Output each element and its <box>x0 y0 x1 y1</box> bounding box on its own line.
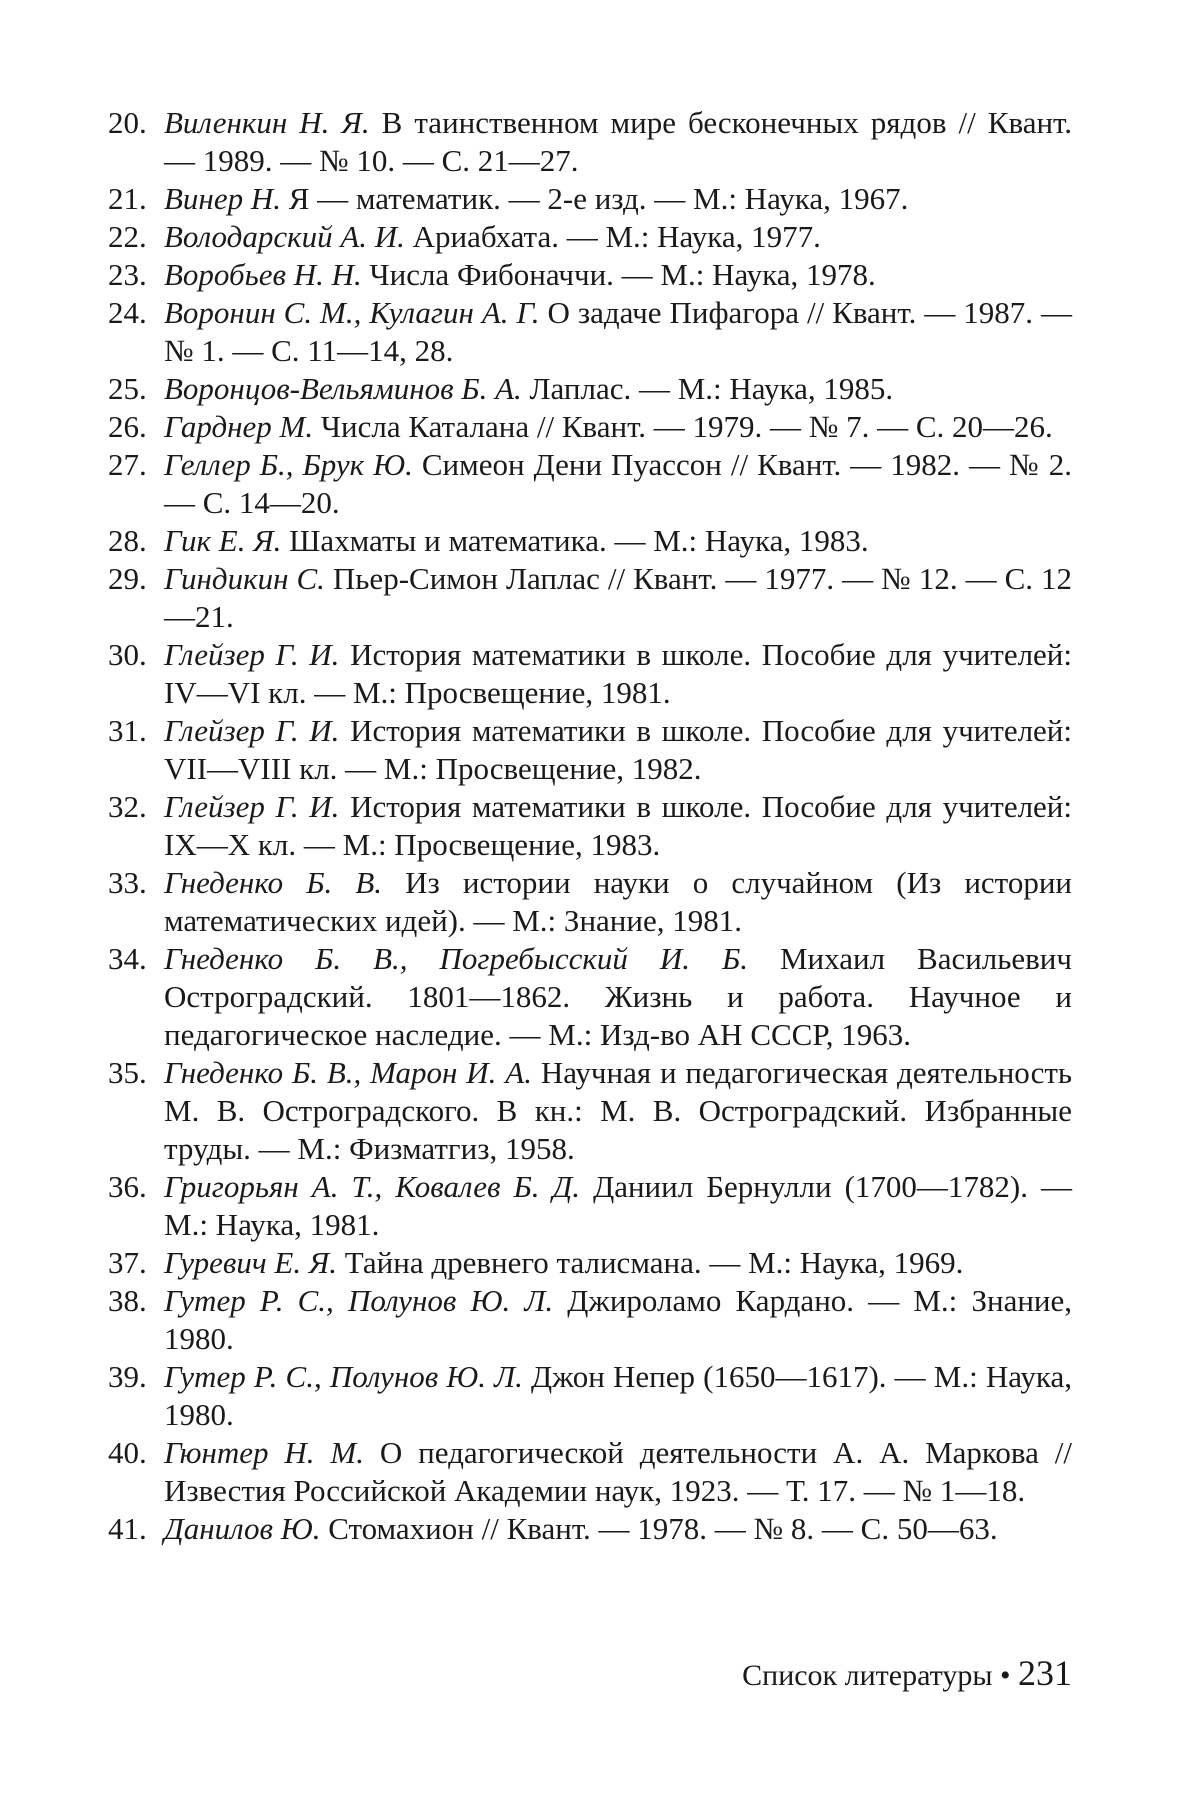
bibliography-entry <box>108 370 1072 408</box>
entry-text: Я — математик. — 2-е изд. — М.: Наука, 1967. <box>288 181 909 216</box>
entry-text: Из истории науки о случайном (Из истории математических идей). — М.: Знание, 1981. <box>164 865 1072 938</box>
entry-text: Стомахион // Квант. — 1978. — № 8. — С. 50—63. <box>328 1511 998 1546</box>
page-footer <box>742 1654 1072 1695</box>
entry-number: 39. <box>108 1359 147 1394</box>
bibliography-entry <box>108 294 1072 370</box>
entry-author: Гнеденко Б. В. <box>164 865 383 900</box>
entry-author: Воронин С. М., Кулагин А. Г. <box>164 295 540 330</box>
entry-author: Гутер Р. С., Полунов Ю. Л. <box>164 1283 554 1318</box>
entry-author: Гиндикин С. <box>164 561 325 596</box>
entry-text: Джон Непер (1650—1617). — М.: Наука, 1980. <box>164 1359 1073 1432</box>
entry-author: Гарднер М. <box>164 409 314 444</box>
bibliography-entry <box>108 1244 1072 1282</box>
entry-text: Лаплас. — М.: Наука, 1985. <box>529 371 894 406</box>
entry-number: 26. <box>108 409 147 444</box>
bibliography-entry <box>108 218 1072 256</box>
entry-number: 37. <box>108 1245 147 1280</box>
entry-text: Шахматы и математика. — М.: Наука, 1983. <box>289 523 869 558</box>
bibliography-entry <box>108 864 1072 940</box>
entry-author: Гнеденко Б. В., Погребысский И. Б. <box>164 941 749 976</box>
entry-number: 40. <box>108 1435 147 1470</box>
entry-text: История математики в школе. Пособие для учителей: VII—VIII кл. — М.: Просвещение, 1982. <box>164 713 1073 786</box>
entry-text: Научная и педагогическая деятельность М. В. Остроградского. В кн.: М. В. Остроградский. Избранные труды. — М.: Физматгиз, 1958. <box>164 1055 1073 1166</box>
running-footer-title: Список литературы • <box>742 1659 1011 1692</box>
bibliography-entry <box>108 446 1072 522</box>
entry-text: Пьер-Симон Лаплас // Квант. — 1977. — № 12. — С. 12—21. <box>164 561 1072 634</box>
bibliography-entry <box>108 408 1072 446</box>
bibliography-entry <box>108 1168 1072 1244</box>
bibliography-entry <box>108 1434 1072 1510</box>
entry-author: Гуревич Е. Я. <box>164 1245 337 1280</box>
entry-author: Глейзер Г. И. <box>164 637 340 672</box>
bibliography-entry <box>108 180 1072 218</box>
entry-author: Данилов Ю. <box>164 1511 321 1546</box>
entry-text: О задаче Пифагора // Квант. — 1987. — № 1. — С. 11—14, 28. <box>164 295 1073 368</box>
entry-author: Геллер Б., Брук Ю. <box>164 447 413 482</box>
entry-text: Даниил Бернулли (1700—1782). — М.: Наука, 1981. <box>164 1169 1072 1242</box>
bibliography-entry <box>108 560 1072 636</box>
bibliography-entry <box>108 940 1072 1054</box>
entry-author: Воронцов-Вельяминов Б. А. <box>164 371 522 406</box>
entry-author: Григорьян А. Т., Ковалев Б. Д. <box>164 1169 581 1204</box>
entry-number: 38. <box>108 1283 147 1318</box>
bibliography-entry <box>108 1282 1072 1358</box>
entry-text: Ариабхата. — М.: Наука, 1977. <box>412 219 821 254</box>
entry-number: 24. <box>108 295 147 330</box>
entry-author: Гнеденко Б. В., Марон И. А. <box>164 1055 532 1090</box>
entry-text: История математики в школе. Пособие для учителей: IX—X кл. — М.: Просвещение, 1983. <box>164 789 1073 862</box>
entry-text: В таинственном мире бесконечных рядов // Квант. — 1989. — № 10. — С. 21—27. <box>164 105 1073 178</box>
entry-number: 32. <box>108 789 147 824</box>
entry-number: 21. <box>108 181 147 216</box>
bibliography-entry <box>108 104 1072 180</box>
entry-text: Числа Фибоначчи. — М.: Наука, 1978. <box>369 257 876 292</box>
entry-number: 34. <box>108 941 147 976</box>
entry-text: Тайна древнего талисмана. — М.: Наука, 1969. <box>344 1245 964 1280</box>
entry-number: 35. <box>108 1055 147 1090</box>
entry-author: Гюнтер Н. М. <box>164 1435 364 1470</box>
bibliography-entry <box>108 712 1072 788</box>
bibliography-entry <box>108 1054 1072 1168</box>
entry-text: Симеон Дени Пуассон // Квант. — 1982. — № 2. — С. 14—20. <box>164 447 1073 520</box>
entry-author: Глейзер Г. И. <box>164 713 340 748</box>
entry-number: 29. <box>108 561 147 596</box>
entry-author: Виленкин Н. Я. <box>164 105 370 140</box>
bibliography-entry <box>108 522 1072 560</box>
bibliography-entry <box>108 1510 1072 1548</box>
entry-text: О педагогической деятельности А. А. Маркова // Известия Российской Академии наук, 1923. — Т. 17. — № 1—18. <box>164 1435 1073 1508</box>
entry-author: Глейзер Г. И. <box>164 789 340 824</box>
entry-text: Михаил Васильевич Остроградский. 1801—1862. Жизнь и работа. Научное и педагогическое наследие. — М.: Изд-во АН СССР, 1963. <box>164 941 1072 1052</box>
bibliography-entry <box>108 1358 1072 1434</box>
entry-text: Джироламо Кардано. — М.: Знание, 1980. <box>164 1283 1073 1356</box>
entry-number: 31. <box>108 713 147 748</box>
entry-author: Воробьев Н. Н. <box>164 257 362 292</box>
entry-number: 22. <box>108 219 147 254</box>
entry-text: История математики в школе. Пособие для учителей: IV—VI кл. — М.: Просвещение, 1981. <box>164 637 1073 710</box>
bibliography-entry <box>108 256 1072 294</box>
entry-number: 30. <box>108 637 147 672</box>
entry-number: 36. <box>108 1169 147 1204</box>
page-number: 231 <box>1018 1653 1072 1693</box>
bibliography-entry <box>108 636 1072 712</box>
entry-author: Володарский А. И. <box>164 219 405 254</box>
entry-number: 25. <box>108 371 147 406</box>
entry-number: 20. <box>108 105 147 140</box>
entry-number: 33. <box>108 865 147 900</box>
entry-author: Гик Е. Я. <box>164 523 282 558</box>
entry-author: Винер Н. <box>164 181 281 216</box>
entry-number: 27. <box>108 447 147 482</box>
entry-number: 41. <box>108 1511 147 1546</box>
entry-number: 23. <box>108 257 147 292</box>
bibliography-list <box>108 104 1072 1548</box>
entry-text: Числа Каталана // Квант. — 1979. — № 7. — С. 20—26. <box>320 409 1053 444</box>
entry-number: 28. <box>108 523 147 558</box>
bibliography-entry <box>108 788 1072 864</box>
entry-author: Гутер Р. С., Полунов Ю. Л. <box>164 1359 523 1394</box>
